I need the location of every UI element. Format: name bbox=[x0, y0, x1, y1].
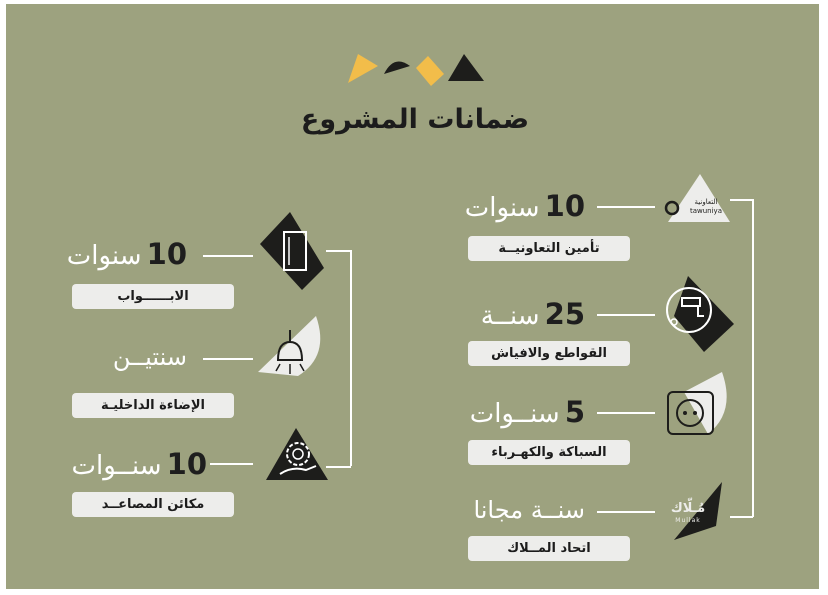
connector-line bbox=[210, 463, 253, 465]
connector-line bbox=[597, 412, 655, 414]
ceiling-lamp-icon bbox=[258, 316, 323, 381]
left-bracket-line bbox=[350, 250, 352, 466]
warranty-number: 10 bbox=[146, 237, 187, 271]
warranty-value-doors bbox=[66, 237, 187, 271]
connector-line bbox=[597, 511, 655, 513]
warranty-label-doors: الابــــــواب bbox=[72, 284, 234, 309]
right-bracket-top bbox=[730, 199, 753, 201]
svg-text:التعاونية: التعاونية bbox=[694, 198, 718, 206]
warranty-unit: سنــوات bbox=[469, 399, 560, 429]
left-bracket-top bbox=[326, 250, 351, 252]
warranty-value-lighting bbox=[72, 345, 187, 369]
mullak-logo-icon bbox=[660, 478, 730, 543]
warranty-unit: سنتيــن bbox=[112, 343, 187, 371]
svg-text:Mullak: Mullak bbox=[675, 517, 701, 524]
door-icon bbox=[258, 212, 328, 292]
warranty-value-switches bbox=[470, 297, 585, 331]
warranty-label-lighting: الإضاءة الداخليـة bbox=[72, 393, 234, 418]
warranty-unit: سنوات bbox=[464, 193, 540, 223]
right-bracket-line bbox=[752, 199, 754, 517]
warranty-label-elevators: مكائن المصاعــد bbox=[72, 492, 234, 517]
warranty-number: 10 bbox=[166, 447, 207, 481]
connector-line bbox=[597, 206, 655, 208]
right-bracket-bottom bbox=[730, 516, 753, 518]
warranty-value-insurance bbox=[464, 189, 585, 223]
warranty-number: 5 bbox=[564, 395, 585, 429]
warranty-number: 25 bbox=[544, 297, 585, 331]
warranty-number: 10 bbox=[544, 189, 585, 223]
warranty-value-owners-association bbox=[470, 498, 585, 522]
warranty-unit: سنــة مجانا bbox=[473, 496, 585, 524]
warranty-label-insurance: تأمين التعاونيــة bbox=[468, 236, 630, 261]
tawuniya-logo-icon bbox=[660, 172, 730, 227]
warranty-unit: سنوات bbox=[66, 241, 142, 271]
connector-line bbox=[203, 358, 253, 360]
warranty-value-elevators bbox=[71, 447, 207, 481]
faucet-electric-icon bbox=[660, 272, 735, 354]
connector-line bbox=[597, 314, 655, 316]
warranty-label-switches: القواطع والافياش bbox=[468, 341, 630, 366]
warranty-value-plumbing bbox=[469, 395, 585, 429]
gear-wrench-hand-icon bbox=[262, 424, 332, 484]
warranty-label-plumbing: السباكة والكهـرباء bbox=[468, 440, 630, 465]
warranty-label-owners-association: اتحاد المــلاك bbox=[468, 536, 630, 561]
page-title: ضمانات المشروع bbox=[300, 104, 530, 135]
warranty-unit: سنــوات bbox=[71, 451, 162, 481]
decorative-shapes-icon bbox=[344, 50, 489, 90]
warranty-unit: سنــة bbox=[480, 301, 540, 331]
svg-text:tawuniya: tawuniya bbox=[689, 207, 723, 215]
connector-line bbox=[203, 255, 253, 257]
socket-icon bbox=[660, 372, 730, 437]
svg-text:مُـلّاك: مُـلّاك bbox=[670, 501, 706, 516]
